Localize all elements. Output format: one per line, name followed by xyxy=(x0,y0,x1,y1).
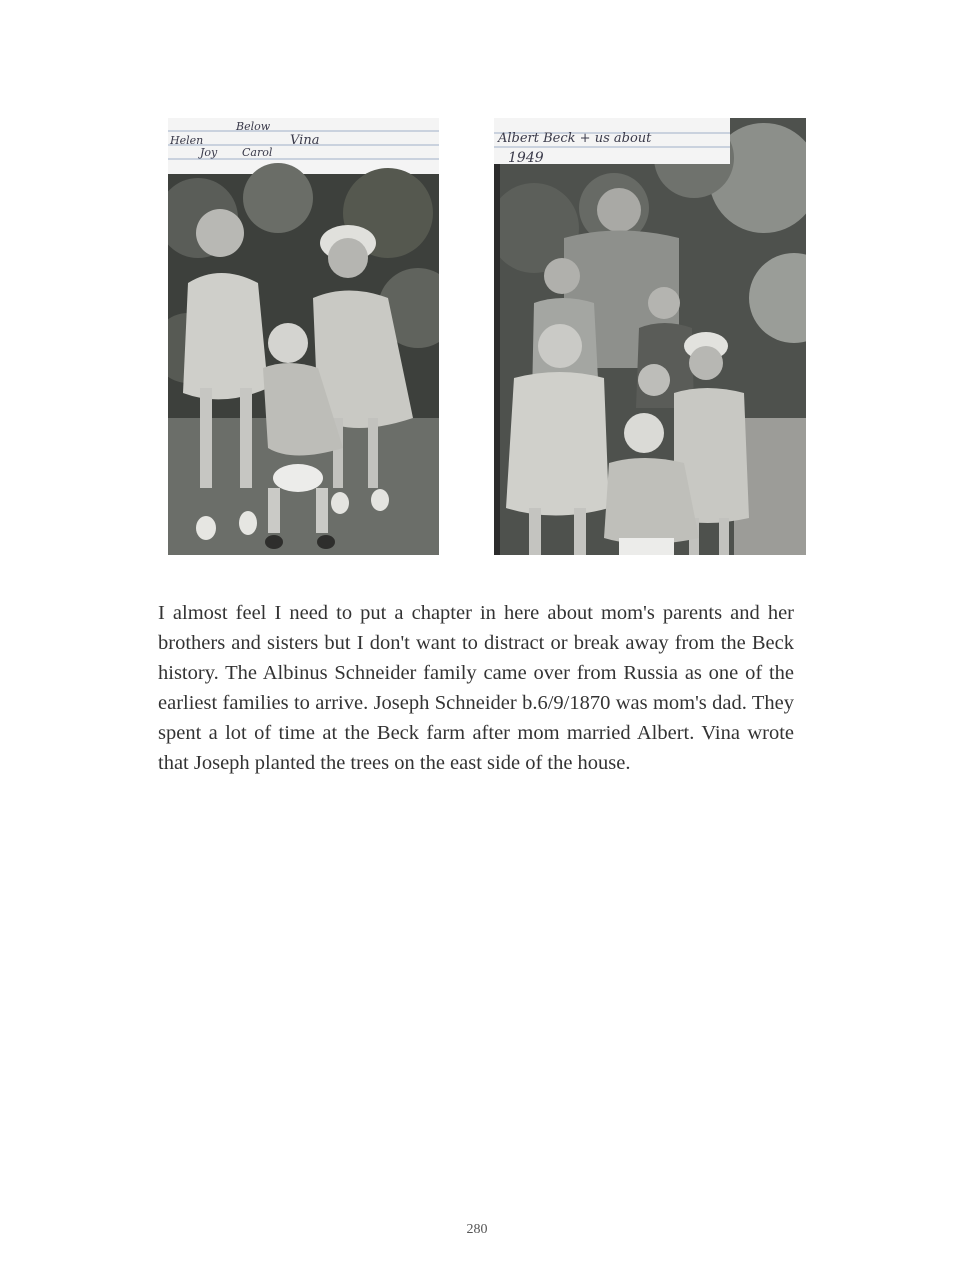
left-caption-line-1: Below xyxy=(236,120,271,133)
body-paragraph: I almost feel I need to put a chapter in here about mom's parents and her brothers and sisters but I don't want to distract or break away from the Beck history. The Albinus Schneider family came over from Russia as one of the earliest families to arrive. Joseph Schneider b.6/9/1870 was mom's dad. They spent a lot of time at the Beck farm after mom married Albert. Vina wrote that Joseph planted the trees on the east side of the house. xyxy=(158,602,794,774)
left-caption-line-2: Helen xyxy=(170,134,204,147)
right-caption-line-2: 1949 xyxy=(508,150,544,166)
photo-albert-beck-family-image xyxy=(494,118,806,555)
left-caption-line-4: Joy xyxy=(200,146,218,159)
right-caption-line-1: Albert Beck + us about xyxy=(498,131,652,146)
photo-albert-beck-family xyxy=(494,118,806,555)
left-caption-line-5: Carol xyxy=(242,146,273,159)
photo-three-girls xyxy=(168,118,439,555)
photo-three-girls-image xyxy=(168,118,439,555)
left-caption-line-3: Vina xyxy=(290,133,320,148)
page-number: 280 xyxy=(466,1222,488,1237)
